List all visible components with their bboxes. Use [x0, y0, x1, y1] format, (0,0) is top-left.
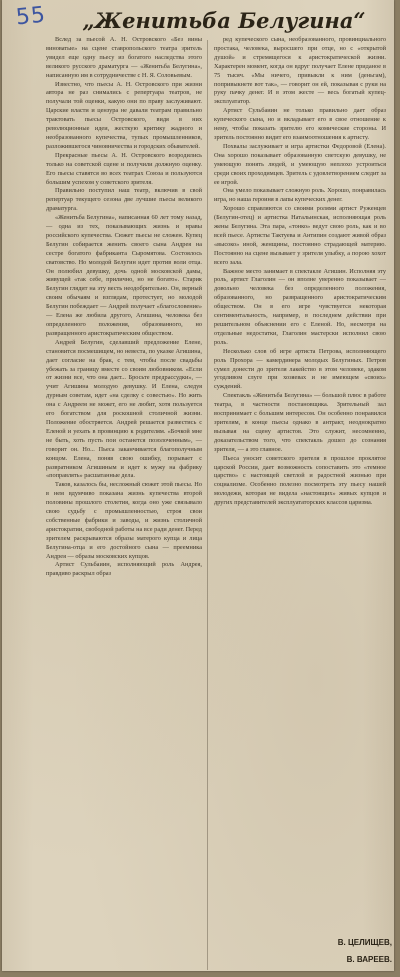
paragraph: Прекрасные пьесы А. Н. Островского возродились только на советской сцене и получили должную оценку. Его пьесы ставятся во всех театрах Союза и пользуются большим успехом у советского зрителя. [46, 151, 202, 186]
article-column-right [214, 36, 386, 956]
paragraph: «Женитьба Белугина», написанная 60 лет тому назад, — одна из тех, показывающих жизнь и нравы российского купечества. Сюжет пьесы не сложен. Купец Белугин собирается женить своего сына Андрея на сестре богатого фабриканта Сыромятова. Состоялось сватовство. Но молодой Белугин идет против воли отца. Он полюбил девушку, дочь одной московской дамы, живущей «так себе, прилично, но не богато». Старик Белугин глядит на эту весть неодобрительно. Он, верный своим обычаям и взглядам, протестует, но молодой Белугин побеждает — Андрей получает «благословение» — Елена же любила другого, Агишина, человека без определенного положения, образованного, но развращенного аристократическим обществом. [46, 214, 202, 337]
paragraph: Артист Сульбаиин не только правильно дает образ купеческого сына, но и вкладывает его в свое отношение к нему, чтобы показать зрителю его комические стороны. И зритель постоянно видит его взаимоотношения к артисту. [214, 107, 386, 141]
paragraph: Несколько слов об игре артиста Петрова, исполняющего роль Прохора — камердинера молодых Белугиных. Петров сумел донести до зрителя лакейство в этом человеке, эдаком угодливом слуге при хозяевах и не имеющем «своих» суждений. [214, 347, 386, 391]
paragraph: Известно, что пьесы А. Н. Островского при жизни автора не раз снимались с репертуара театров, не получали той оценки, какую они по праву заслуживают. Царские власти и цензура не давали театрам правильно трактовать пьесы Островского, видя в них революционные идеи, жесткую критику жадного и необразованного купечества, тупых промышленников, разложившегося чиновничества и городских обывателей. [46, 80, 202, 150]
author-signature: В. ВАРЕЕВ. [346, 955, 392, 964]
paragraph: Правильно поступил наш театр, включив в свой репертуар текущего сезона две лучшие пьесы великого драматурга. [46, 187, 202, 213]
paragraph: Хорошо справляются со своими ролями артист Руженцев (Белугин-отец) и артистка Натальинская, исполняющая роль жены Белугина. Эта пара, «тонко» ведут свою роль, как и во всей пьесе. Артисты Тактуева и Антипин создают живой образ «высоко» иной, женщины, постоянно страдающей материю. Постоянно на сцене вызывает у зрителя улыбку, а порою хохот всего зала. [214, 205, 386, 266]
author-signature: В. ЦЕЛИЩЕВ, [337, 938, 392, 947]
paragraph: Спектакль «Женитьба Белугина» — большой плюс в работе театра, в частности постановщика. Зрительный зал воспринимает с большим интересом. Он особенно понравился зрителям, в конце пьесы однако в антракт, неоднократно вызывая на сцену артистов. Это служит, несомненно, доказательством того, что спектакль дошел до сознания зрителя, — а это главное. [214, 392, 386, 453]
paragraph: Она умело показывает сложную роль. Хорошо, понравилась игра, но наша героиня в лапы купеческих денег. [214, 187, 386, 204]
paragraph: Таков, казалось бы, несложный сюжет этой пьесы. Но в нем вдумчиво показана жизнь купечества второй половины прошлого столетия, когда оно уже связывало свою судьбу с промышленностью, строя свои собственные фабрики и заводы, и жизнь столичной аристократии, свободной работы на все ради денег. Перед зрителем раскрываются образы матерого купца и лица Белугина-отца и его достойного сына — преемника Андрея — образы московских купцов. [46, 481, 202, 560]
author-signatures [302, 934, 392, 968]
paragraph: Вслед за пьесой А. Н. Островского «Без вины виноватые» на сцене ставропольского театра зритель увидел еще одну пьесу из богатого наследства этого великого русского драматурга — «Женитьба Белугина», написанную им в сотрудничестве с Н. Я. Соловьевым. [46, 36, 202, 79]
handwritten-page-number: 55 [14, 2, 48, 31]
paragraph: Артист Сульбаиин, исполняющий роль Андрея, правдиво раскрыл образ [46, 561, 202, 578]
article-headline: „Женитьба Белугина“ [82, 8, 366, 33]
paragraph: Похвалы заслуживает и игра артистки Федоровой (Елена). Она хорошо показывает образованную светскую девушку, не умеющую понять людей, и умеющую неплохо устроиться среди своих проходимцев. Зритель с удовлетворением следит за ее игрой. [214, 142, 386, 186]
column-divider [207, 40, 208, 970]
article-column-left [46, 36, 202, 956]
paragraph: Пьеса уносит советского зрителя в прошлое проклятое царской России, дает возможность сопоставить это «темное царство» с настоящей светлой и радостной жизнью при социализме. Особенно полезно посмотреть эту пьесу нашей молодежи, которая не видела «настоящих» живых купцов и других представителей эксплуататорских классов царизма. [214, 454, 386, 507]
paragraph: Андрей Белугин, сделавший предложение Елене, становится посмешищем, но невеста, по указке Агишина, дает согласие на брак, с тем, чтобы после свадьбы убежать за границу вместе со своим любовником. «Если от жизни все, что она дает... Бросьте предрассудки», — учит Агишина молодую девушку. И Елена, следуя дурным советам, идет «на сделку с совестью». Но жить она с Андреем не может, его не любит, хотя пользуется его богатством для роскошной столичной жизни. Положение обостряется. Андрей решается развестись с Еленой и уехать в провинцию к родителям. «Бочкой мне не быть, хоть пусть пои останется позолоченным», — говорит он. Но... Пьеса заканчивается благополучным концом. Елена, поняв свою ошибку, порывает с развратником Агишиным и идет к мужу на фабрику «поправлять» расшатанные дела. [46, 338, 202, 480]
paragraph: ред купеческого сына, необразованного, провинциального простака, человека, выросшего при отце, но с «открытой душой» и стремящегося к аристократической жизни. Характерен момент, когда он вдруг получает Елене приданое в 75 тысяч. «Мы ничего, привыкли к ним (деньгам), попривыкнете вот так», — говорит он ей, показывая с руки на руку пачку денег. И в этом жесте — весь богатый купец-эксплуататор. [214, 36, 386, 106]
paragraph: Важное место занимает в спектакле Агишин. Исполняя эту роль, артист Глаголин — он вполне уверенно показывает — довольно человека без определенного положения, образованного, но развращенного аристократическим обществом. Он в его игре чувствуется некоторая сентиментальность, например, в последнем действии при решительном объяснении его с Еленой. Но, несмотря на отдельные недостатки, Глаголин мастерски исполнил свою роль. [214, 267, 386, 346]
newspaper-clipping [2, 0, 394, 971]
